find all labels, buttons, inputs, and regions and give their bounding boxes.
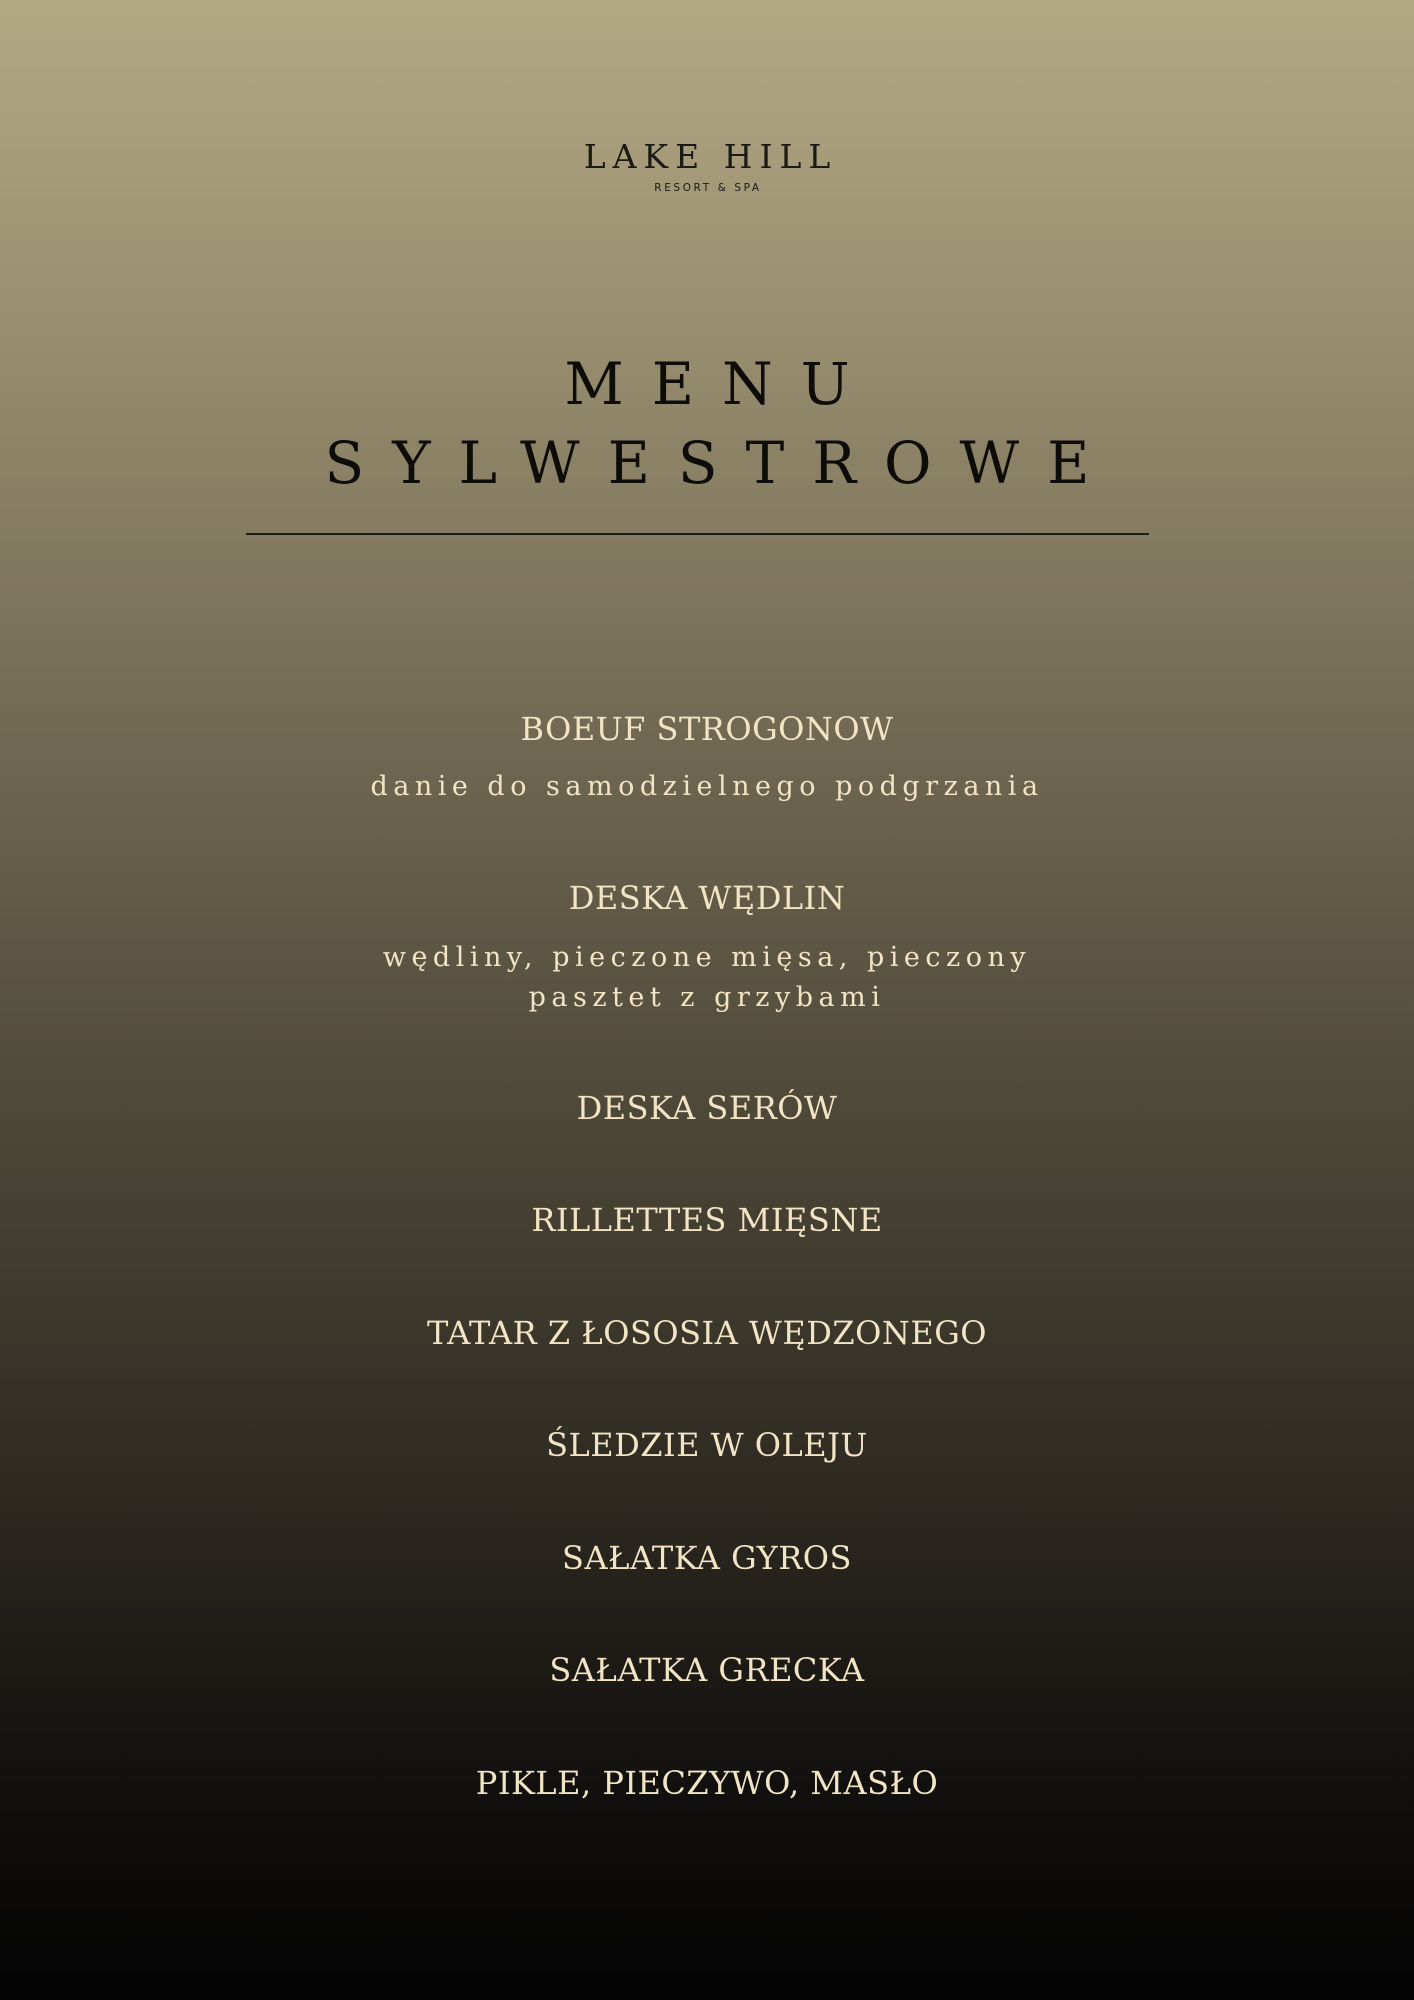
menu-item-name: BOEUF STROGONOW (520, 710, 894, 748)
menu-item (0, 1648, 1414, 1692)
menu-item (0, 1761, 1414, 1805)
menu-item (0, 1311, 1414, 1355)
menu-item-description: danie do samodzielnego podgrzania (370, 771, 1044, 802)
menu-item-description-line: wędliny, pieczone mięsa, pieczony (382, 942, 1032, 973)
menu-item-name: SAŁATKA GYROS (562, 1539, 852, 1577)
menu-title-line1: MENU (564, 350, 878, 418)
menu-item-name: PIKLE, PIECZYWO, MASŁO (475, 1764, 939, 1802)
menu-item-name: TATAR Z ŁOSOSIA WĘDZONEGO (427, 1314, 987, 1352)
menu-item (0, 1198, 1414, 1242)
menu-item-description-line: pasztet z grzybami (528, 982, 886, 1013)
menu-item-name: ŚLEDZIE W OLEJU (546, 1426, 868, 1464)
menu-item (0, 1086, 1414, 1130)
menu-item-name: DESKA SERÓW (576, 1089, 838, 1127)
menu-item-name: DESKA WĘDLIN (568, 879, 846, 917)
menu-item-name: RILLETTES MIĘSNE (531, 1201, 883, 1239)
logo-name: LAKE HILL (583, 137, 838, 176)
menu-item (0, 876, 1414, 1018)
menu-item (0, 1423, 1414, 1467)
menu-title-line2: SYLWESTROWE (324, 429, 1118, 497)
menu-item-description (0, 938, 1414, 1018)
logo-subtitle: RESORT & SPA (654, 182, 762, 194)
menu-item (0, 1536, 1414, 1580)
menu-item (0, 707, 1414, 807)
menu-item-name: SAŁATKA GRECKA (549, 1651, 865, 1689)
